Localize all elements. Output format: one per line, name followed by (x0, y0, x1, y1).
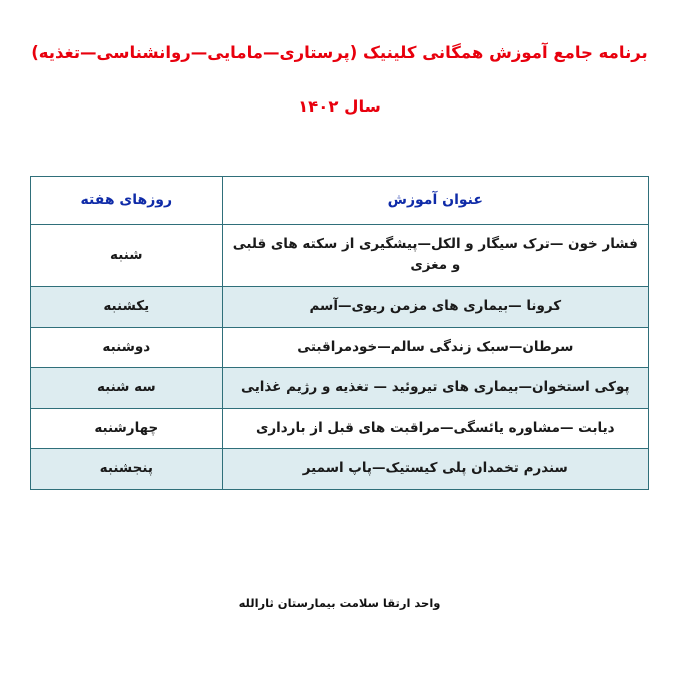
table-row (31, 408, 649, 449)
cell-topic: دیابت —مشاوره یائسگی—مراقبت های قبل از بارداری (222, 408, 648, 449)
cell-day: چهارشنبه (31, 408, 223, 449)
cell-day: دوشنبه (31, 327, 223, 368)
table-row (31, 287, 649, 328)
cell-topic: پوکی استخوان—بیماری های تیروئید — تغذیه و رژیم غذایی (222, 368, 648, 409)
table-row (31, 449, 649, 490)
cell-day: یکشنبه (31, 287, 223, 328)
cell-topic: سندرم تخمدان پلی کیستیک—پاپ اسمیر (222, 449, 648, 490)
cell-topic: کرونا —بیماری های مزمن ریوی—آسم (222, 287, 648, 328)
table-row (31, 327, 649, 368)
table-header-row (31, 177, 649, 224)
cell-day: پنجشنبه (31, 449, 223, 490)
column-header-topic: عنوان آموزش (222, 177, 648, 224)
page-title-line-1: برنامه جامع آموزش همگانی کلینیک (پرستاری—مامایی—روانشناسی—تغذیه) (31, 43, 648, 62)
cell-topic: سرطان—سبک زندگی سالم—خودمراقبتی (222, 327, 648, 368)
cell-day: سه شنبه (31, 368, 223, 409)
cell-day: شنبه (31, 224, 223, 286)
footer-text: واحد ارتقا سلامت بیمارستان ثارالله (238, 596, 441, 610)
table-body (31, 224, 649, 489)
table-row (31, 224, 649, 286)
page-title-line-2: سال ۱۴۰۲ (298, 97, 381, 117)
title-block (0, 0, 679, 116)
schedule-table (30, 176, 649, 490)
cell-topic: فشار خون —ترک سیگار و الکل—پیشگیری از سکته های قلبی و مغزی (222, 224, 648, 286)
column-header-day: روزهای هفته (31, 177, 223, 224)
table-header (31, 177, 649, 224)
schedule-table-wrapper (0, 176, 679, 490)
table-row (31, 368, 649, 409)
